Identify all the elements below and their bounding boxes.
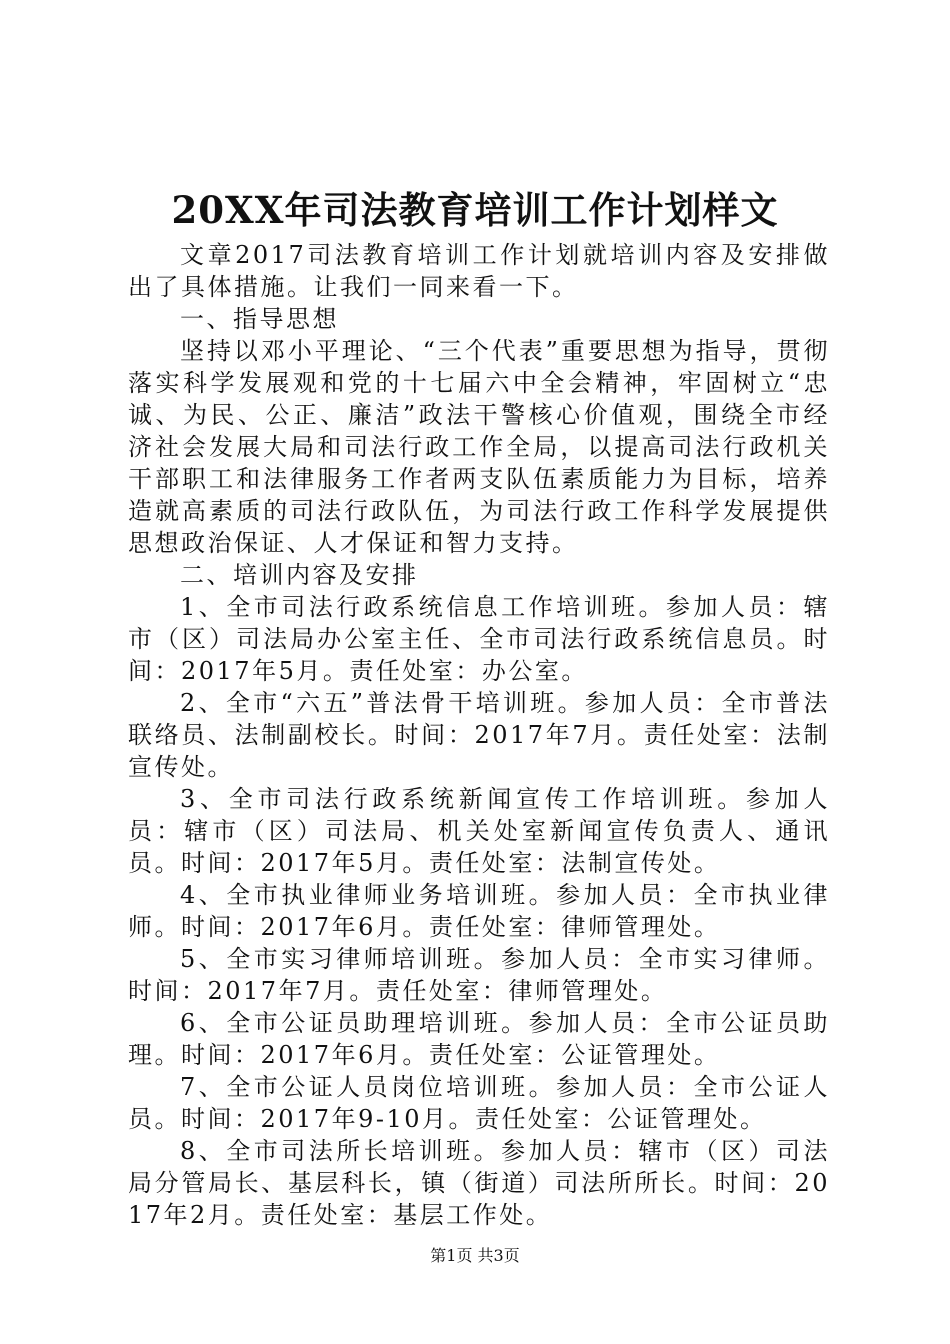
- page-number-footer: 第1页 共3页: [430, 1246, 520, 1265]
- section-heading-guiding-ideology: 一、指导思想: [180, 305, 339, 333]
- training-item-7: 7、全市公证人员岗位培训班。参加人员：全市公证人员。时间：2017年9-10月。责任处室：公证管理处。: [128, 1073, 830, 1133]
- training-item-8: 8、全市司法所长培训班。参加人员：辖市（区）司法局分管局长、基层科长，镇（街道）司法所所长。时间：2017年2月。责任处室：基层工作处。: [128, 1137, 830, 1229]
- training-item-5: 5、全市实习律师培训班。参加人员：全市实习律师。时间：2017年7月。责任处室：律师管理处。: [128, 945, 830, 1005]
- training-item-3: 3、全市司法行政系统新闻宣传工作培训班。参加人员：辖市（区）司法局、机关处室新闻宣传负责人、通讯员。时间：2017年5月。责任处室：法制宣传处。: [128, 785, 830, 877]
- training-item-2: 2、全市“六五”普法骨干培训班。参加人员：全市普法联络员、法制副校长。时间：2017年7月。责任处室：法制宣传处。: [128, 689, 830, 781]
- training-item-1: 1、全市司法行政系统信息工作培训班。参加人员：辖市（区）司法局办公室主任、全市司法行政系统信息员。时间：2017年5月。责任处室：办公室。: [128, 593, 830, 685]
- training-item-4: 4、全市执业律师业务培训班。参加人员：全市执业律师。时间：2017年6月。责任处室：律师管理处。: [128, 881, 830, 941]
- intro-paragraph: 文章2017司法教育培训工作计划就培训内容及安排做出了具体措施。让我们一同来看一下。: [128, 241, 830, 301]
- guiding-ideology-paragraph: 坚持以邓小平理论、“三个代表”重要思想为指导，贯彻落实科学发展观和党的十七届六中全会精神，牢固树立“忠诚、为民、公正、廉洁”政法干警核心价值观，围绕全市经济社会发展大局和司法行政工作全局，以提高司法行政机关干部职工和法律服务工作者两支队伍素质能力为目标，培养造就高素质的司法行政队伍，为司法行政工作科学发展提供思想政治保证、人才保证和智力支持。: [128, 337, 830, 557]
- document-title: 20XX年司法教育培训工作计划样文: [171, 188, 779, 232]
- document-body: [128, 239, 830, 1231]
- training-item-6: 6、全市公证员助理培训班。参加人员：全市公证员助理。时间：2017年6月。责任处室：公证管理处。: [128, 1009, 830, 1069]
- section-heading-training-content: 二、培训内容及安排: [180, 561, 419, 589]
